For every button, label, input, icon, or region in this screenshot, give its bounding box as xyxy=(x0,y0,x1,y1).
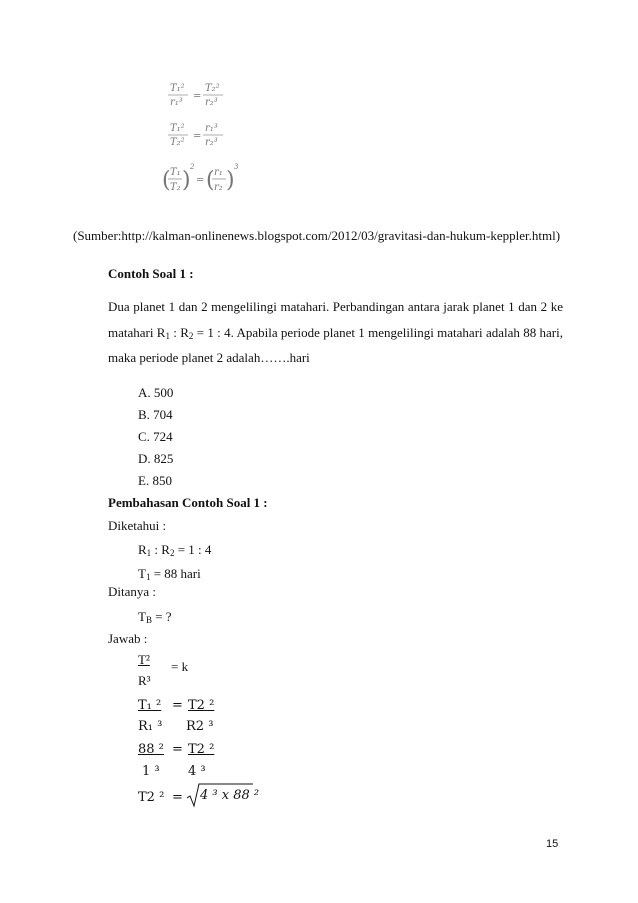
known-ratio: $R_1$ : $R_2 = 1$ : 4 xyxy=(138,542,212,558)
svg-text:r₂³: r₂³ xyxy=(205,97,218,108)
svg-text:r₁³: r₁³ xyxy=(205,123,218,134)
example-heading: Contoh Soal 1 : xyxy=(108,266,194,281)
svg-text:r₁³: r₁³ xyxy=(170,97,183,108)
formula3-denominator-right: 4 ³ xyxy=(188,764,206,779)
formula2-numerator-left: T₁ ² xyxy=(138,698,162,713)
formula3-equals: = xyxy=(172,742,183,757)
svg-text:r₂³: r₂³ xyxy=(205,137,218,148)
formula4-radicand: 4 ³ x 88 ² xyxy=(200,788,260,803)
svg-text:T₁²: T₁² xyxy=(170,83,185,94)
asked-label: Ditanya : xyxy=(108,584,157,599)
formula4-lhs: T2 ² xyxy=(138,790,165,805)
option-b: B. 704 xyxy=(138,407,173,422)
source-citation: (Sumber:http://kalman-onlinenews.blogspot.com/2012/03/gravitasi-dan-hukum-keppler.html) xyxy=(73,228,561,243)
svg-text:2: 2 xyxy=(190,163,195,171)
known-label: Diketahui : xyxy=(108,518,167,533)
svg-text:T₂²: T₂² xyxy=(170,137,185,148)
formula4-equals: = xyxy=(172,790,183,805)
svg-text:T₂: T₂ xyxy=(170,182,181,193)
question-line-3: maka periode planet 2 adalah…….hari xyxy=(108,350,310,365)
page-number: 15 xyxy=(546,838,559,850)
formula2-denominator-left: R₁ ³ xyxy=(138,719,163,734)
formula2-numerator-right: T2 ² xyxy=(188,698,215,713)
question-line-1: Dua planet 1 dan 2 mengelilingi matahari. Perbandingan antara jarak planet 1 dan 2 ke xyxy=(108,299,563,314)
svg-text:=: = xyxy=(196,175,205,186)
asked-value: $T_B$ = ? xyxy=(138,609,172,625)
svg-text:r₁: r₁ xyxy=(214,167,223,178)
option-a: A. 500 xyxy=(138,385,174,400)
formula1-numerator: T² xyxy=(138,652,150,667)
answer-label: Jawab : xyxy=(108,631,148,646)
svg-text:T₁: T₁ xyxy=(170,167,181,178)
svg-text:=: = xyxy=(193,131,202,142)
formula3-numerator-left: 88 ² xyxy=(138,742,164,757)
svg-text:r₂: r₂ xyxy=(214,182,223,193)
svg-text:): ) xyxy=(226,168,235,193)
option-c: C. 724 xyxy=(138,429,173,444)
solution-heading: Pembahasan Contoh Soal 1 : xyxy=(108,495,268,510)
formula1-equals: = k xyxy=(171,659,189,674)
formula3-denominator-left: 1 ³ xyxy=(142,764,160,779)
svg-text:3: 3 xyxy=(234,163,239,171)
svg-text:(: ( xyxy=(162,168,171,193)
option-e: E. 850 xyxy=(138,473,172,488)
formula2-equals: = xyxy=(172,698,183,713)
formula1-denominator: R³ xyxy=(138,673,151,688)
known-period: $T_1 = 88$ hari xyxy=(138,566,201,582)
svg-text:(: ( xyxy=(206,168,215,193)
formula-image xyxy=(160,75,250,210)
svg-text:): ) xyxy=(182,168,191,193)
svg-text:=: = xyxy=(193,91,202,102)
formula3-numerator-right: T2 ² xyxy=(188,742,215,757)
option-d: D. 825 xyxy=(138,451,174,466)
svg-text:T₂²: T₂² xyxy=(205,83,220,94)
formula2-denominator-right: R2 ³ xyxy=(186,719,214,734)
svg-text:T₁²: T₁² xyxy=(170,123,185,134)
question-line-2: matahari $R_1$ : $R_2 = 1$ : 4. Apabila periode planet 1 mengelilingi matahari adalah 88 hari, xyxy=(108,325,563,341)
